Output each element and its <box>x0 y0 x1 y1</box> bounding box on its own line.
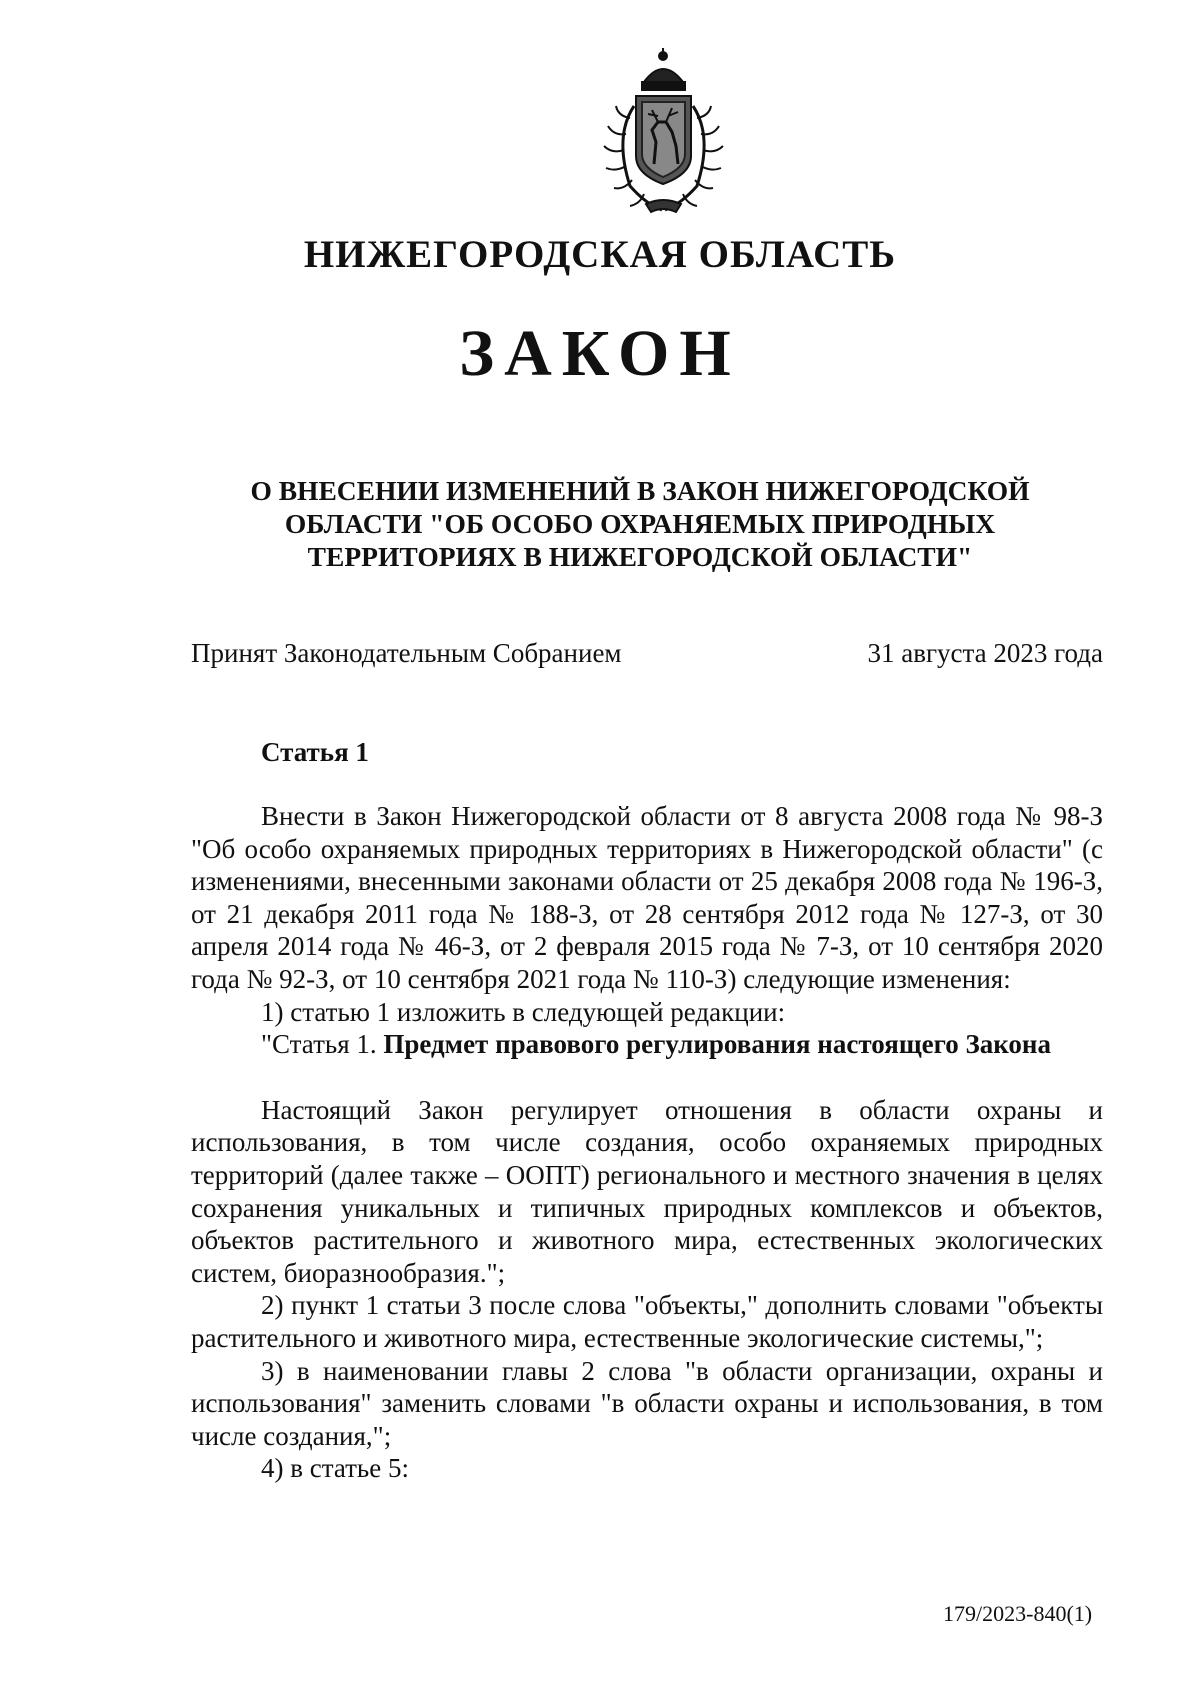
document-number: 179/2023-840(1) <box>943 1601 1093 1626</box>
adoption-label: Принят Законодательным Собранием <box>191 638 622 668</box>
law-title-line: О ВНЕСЕНИИ ИЗМЕНЕНИЙ В ЗАКОН НИЖЕГОРОДСКОЙ <box>250 475 1030 506</box>
amendment-item-4: 4) в статье 5: <box>261 1453 409 1484</box>
law-title-line: ТЕРРИТОРИЯХ В НИЖЕГОРОДСКОЙ ОБЛАСТИ" <box>307 541 973 572</box>
amendment-item-1: 1) статью 1 изложить в следующей редакции: <box>261 996 786 1027</box>
quoted-article-heading <box>191 1028 1103 1061</box>
amendment-item-3: 3) в наименовании главы 2 слова "в области организации, охраны и использования" заменить словами "в области охраны и использования, в том числе создания,"; <box>191 1355 1103 1451</box>
article-body <box>191 800 1103 1485</box>
region-name: НИЖЕГОРОДСКАЯ ОБЛАСТЬ <box>303 233 897 276</box>
quoted-article-text: Настоящий Закон регулирует отношения в области охраны и использования, в том числе создания, особо охраняемых природных территорий (далее также – ООПТ) регионального и местного значения в целях сохранения уникальных и типичных природных комплексов и объектов, объектов растительного и животного мира, естественных экологических систем, биоразнообразия."; <box>191 1094 1103 1288</box>
law-title-line: ОБЛАСТИ "ОБ ОСОБО ОХРАНЯЕМЫХ ПРИРОДНЫХ <box>284 508 996 539</box>
article-intro: Внести в Закон Нижегородской области от 8 августа 2008 года № 98-З "Об особо охраняемых природных территориях в Нижегородской области" (с изменениями, внесенными законами области от 25 декабря 2008 года № 196-З, от 21 декабря 2011 года № 188-З, от 28 сентября 2012 года № 127-З, от 30 апреля 2014 года № 46-З, от 2 февраля 2015 года № 7-З, от 10 сентября 2020 года № 92-З, от 10 сентября 2021 года № 110-З) следующие изменения: <box>191 801 1103 994</box>
coat-of-arms-emblem <box>596 46 731 214</box>
quoted-heading-title: Предмет правового регулирования настоящего Закона <box>383 1029 1051 1060</box>
document-type: ЗАКОН <box>459 317 741 390</box>
article-heading: Статья 1 <box>261 737 369 767</box>
adoption-line <box>191 638 1103 669</box>
law-title <box>190 474 1090 573</box>
amendment-item-2: 2) пункт 1 статьи 3 после слова "объекты," дополнить словами "объекты растительного и животного мира, естественные экологические системы,"; <box>191 1290 1103 1353</box>
adoption-date: 31 августа 2023 года <box>867 638 1103 668</box>
quoted-heading-prefix: "Статья 1. <box>261 1029 384 1060</box>
